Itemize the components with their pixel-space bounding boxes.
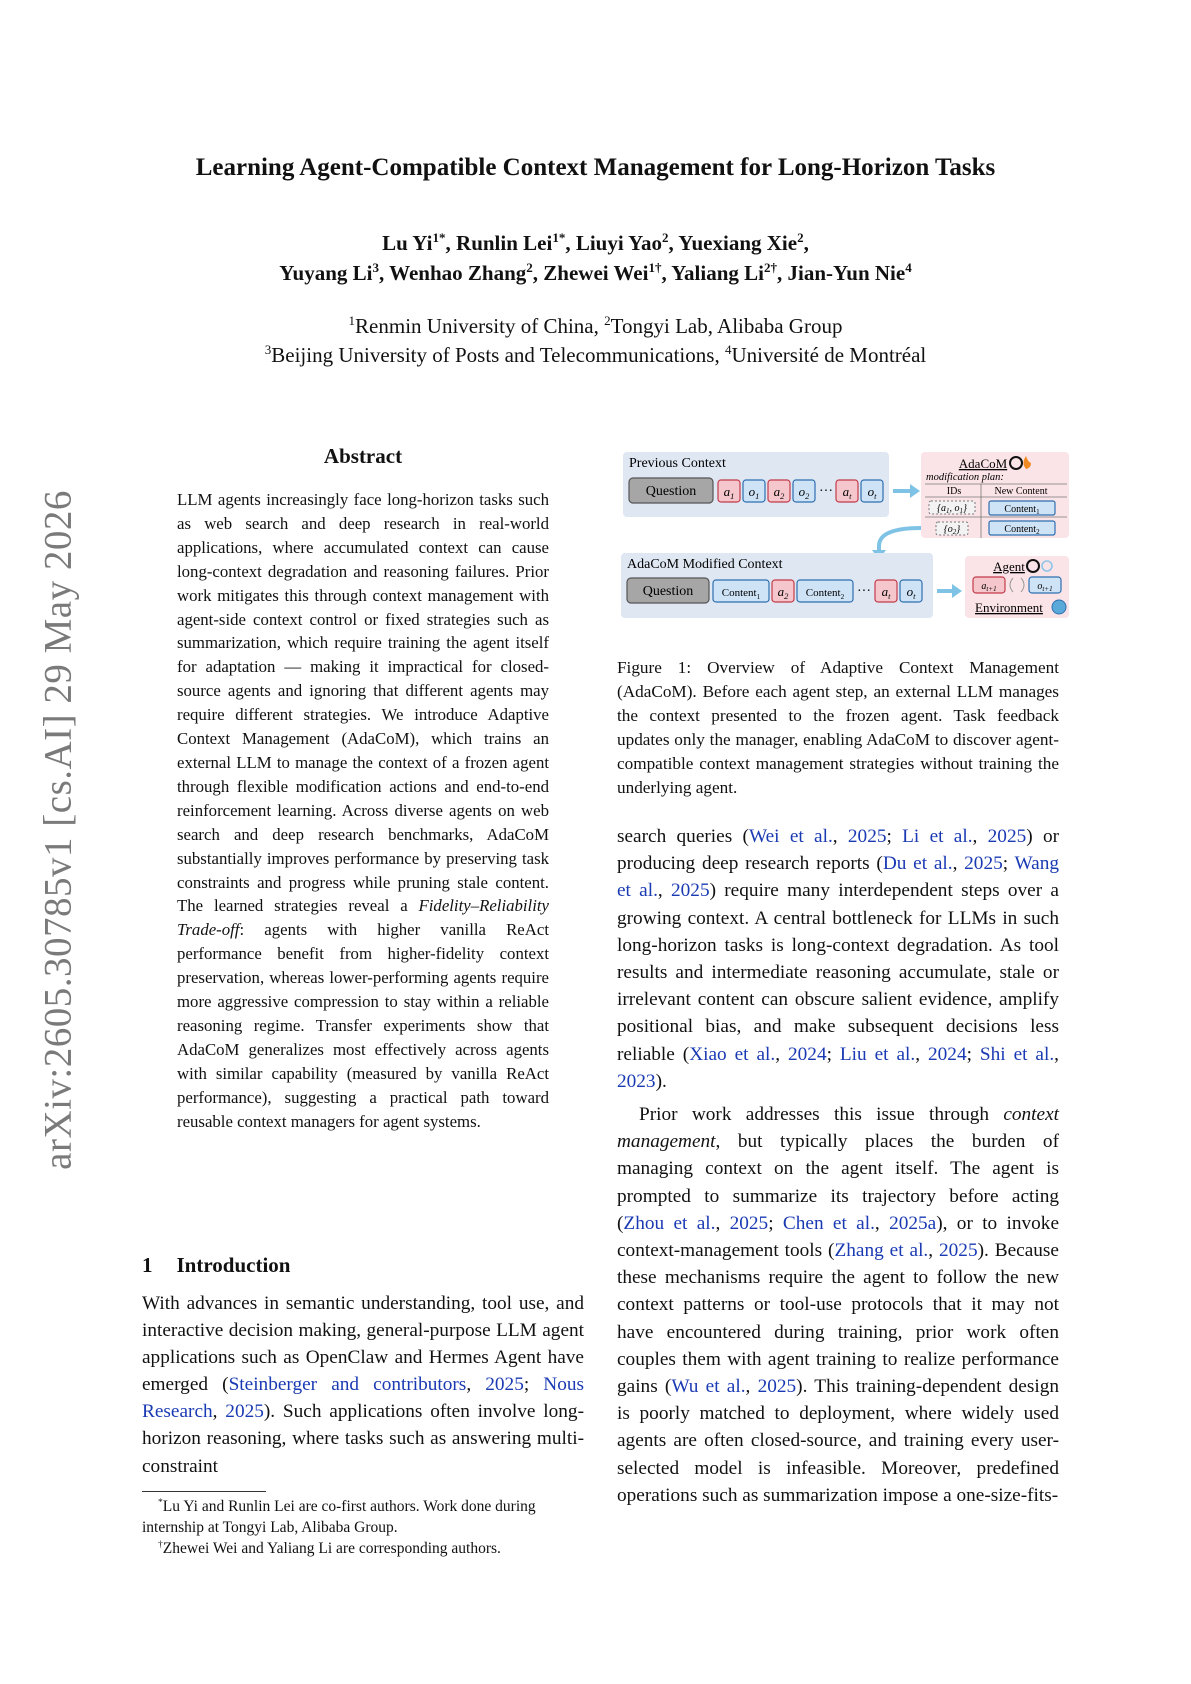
author-mark: 1*: [552, 230, 566, 245]
affiliation-mark: 1: [348, 313, 356, 328]
citation-link[interactable]: 2025: [987, 826, 1027, 847]
citation-link[interactable]: 2024: [788, 1043, 827, 1065]
figure-1-caption: [617, 656, 1059, 800]
footnote-text: Lu Yi and Runlin Lei are co-first authors. Work done during internship at Tongyi Lab, Alibaba Group.: [142, 1498, 536, 1536]
affiliation-name: Beijing University of Posts and Telecommunications: [271, 343, 715, 367]
ellipsis: ···: [857, 584, 871, 599]
footnote: [142, 1538, 584, 1559]
citation-link[interactable]: 2025: [225, 1401, 264, 1423]
token-label: Content$_2$: [805, 587, 845, 601]
footnote-rule: [142, 1491, 266, 1492]
arrow-head-1: [910, 484, 920, 498]
author-mark: 1†: [648, 260, 662, 275]
token-label: $o_1$: [748, 484, 760, 501]
id-set-2-text: $\{o_2\}$: [943, 524, 961, 536]
abstract-text-b: : agents with higher vanilla ReAct performance benefit from higher-fidelity context preservation, whereas lower-performing agents require more aggressive compression to stay within a reliable reasoning regime. Transfer experiments show that AdaCoM generalizes most effectively across agents with similar capability (measured by vanilla ReAct performance), suggesting a practical path toward reusable context managers for agent systems.: [177, 920, 549, 1131]
new-content-header: New Content: [994, 486, 1048, 497]
abstract-text-a: LLM agents increasingly face long-horizon tasks such as web search and deep research in real-world applications, where accumulated context can cause long-context degradation and reasoning failures. Prior work mitigates this through context management with agent-side context control or fixed strategies such as summarization, which require training the agent itself for adaptation — making it impractical for closed-source agents and ignoring that different agents may require different strategies. We introduce Adaptive Context Management (AdaCoM), which trains an external LLM to manage the context of a frozen agent through flexible modification actions and end-to-end reinforcement learning. Across diverse agents on web search and deep research benchmarks, AdaCoM substantially improves performance by preserving task constraints and progress while pruning stale content. The learned strategies reveal a: [177, 490, 549, 916]
globe-icon: [1052, 600, 1066, 614]
citation-link[interactable]: Chen et al.: [782, 1212, 875, 1234]
footnotes: [142, 1496, 584, 1559]
footnote: [142, 1496, 584, 1538]
section-heading-introduction: [142, 1253, 290, 1278]
author-separator: ,: [803, 231, 809, 255]
agent-label: Agent: [993, 559, 1025, 574]
author-name: Yaliang Li: [671, 261, 764, 285]
author-mark: 2†: [764, 260, 778, 275]
citation-link[interactable]: Wang et al.: [617, 853, 1059, 902]
previous-context-label: Previous Context: [629, 456, 726, 471]
affiliation-row: [0, 312, 1191, 341]
modified-context-label: AdaCoM Modified Context: [627, 557, 783, 572]
author-list: [0, 228, 1191, 288]
author-mark: 2: [526, 260, 533, 275]
intro-right-column: [617, 823, 1059, 1509]
token-label: $o_t$: [906, 584, 916, 601]
citation-link[interactable]: Wu et al.: [671, 1376, 746, 1398]
footnote-text: Zhewei Wei and Yaliang Li are corresponding authors.: [162, 1540, 501, 1557]
token-label: $a_t$: [842, 484, 852, 501]
author-row: [0, 258, 1191, 288]
question-label: Question: [645, 484, 697, 499]
id-set-1-text: {$a_1$, $o_1$}: [937, 503, 967, 515]
author-name: Yuexiang Xie: [678, 231, 798, 255]
token-label: Content$_1$: [721, 587, 761, 601]
author-separator: ,: [777, 261, 788, 285]
author-row: [0, 228, 1191, 258]
author-name: Runlin Lei: [456, 231, 553, 255]
citation-link[interactable]: Wei et al.: [748, 826, 833, 847]
arrow-to-modified-context: [879, 528, 921, 552]
caption-label: Figure 1:: [617, 658, 692, 677]
token-label: $a_1$: [723, 484, 735, 501]
next-action-text: $a_{t+1}$: [981, 581, 997, 593]
citation-link[interactable]: Steinberger and contributors: [228, 1374, 467, 1396]
author-mark: 1*: [432, 230, 446, 245]
affiliation-mark: 4: [724, 342, 732, 357]
author-name: Zhewei Wei: [543, 261, 649, 285]
token-label: $a_2$: [777, 584, 789, 601]
citation-link[interactable]: 2023: [617, 1070, 656, 1092]
citation-link[interactable]: 2025: [757, 1376, 797, 1398]
author-mark: 4: [905, 260, 912, 275]
abstract-heading: Abstract: [323, 444, 403, 468]
arrow-head-3: [952, 584, 962, 598]
footnote-mark: †: [158, 1538, 163, 1550]
caption-text: Overview of Adaptive Context Management (AdaCoM). Before each agent step, an external LLM manages the context presented to the frozen agent. Task feedback updates only the manager, enabling AdaCoM to discover agent-compatible context management strategies without training the underlying agent.: [617, 658, 1059, 797]
adacom-label: AdaCoM: [958, 456, 1008, 471]
author-name: Lu Yi: [382, 231, 433, 255]
author-name: Jian-Yun Nie: [787, 261, 906, 285]
citation-link[interactable]: Nous Research: [142, 1374, 585, 1423]
citation-link[interactable]: Zhang et al.: [834, 1240, 929, 1262]
author-name: Wenhao Zhang: [389, 261, 527, 285]
affiliation-row: [0, 341, 1191, 370]
token-label: $o_2$: [798, 484, 810, 501]
intro-left-paragraph: With advances in semantic understanding, tool use, and interactive decision making, general-purpose LLM agent applications such as OpenClaw and Hermes Agent have emerged (Steinberger and contributors, 2025; Nous Research, 2025). Such applications often involve long-horizon reasoning, where tasks such as answering multi-constraint: [142, 1293, 585, 1477]
emphasis: context management: [617, 1104, 1059, 1153]
next-observation-text: $o_{t+1}$: [1037, 581, 1053, 593]
citation-link[interactable]: 2025: [729, 1212, 769, 1234]
author-mark: 2: [662, 230, 669, 245]
citation-link[interactable]: Du et al.: [882, 853, 953, 875]
question-label-2: Question: [642, 584, 694, 599]
affiliation-separator: ,: [714, 343, 725, 367]
intro-right-paragraph-2: Prior work addresses this issue through context management, but typically places the burden of managing context on the agent itself. The agent is prompted to summarize its trajectory before acting (Zhou et al., 2025; Chen et al., 2025a), or to invoke context-management tools (Zhang et al., 2025). Because these mechanisms require the agent to follow the new context patterns or tool-use protocols that it may not have encountered during training, prior work often couples them with agent training to realize performance gains (Wu et al., 2025). This training-dependent design is poorly matched to deployment, where widely used agents are often closed-source, and training every user-selected model is infeasible. Moreover, predefined operations such as summarization impose a one-size-fits-: [617, 1104, 1060, 1506]
citation-link[interactable]: Li et al.: [902, 826, 973, 847]
citation-link[interactable]: 2025: [964, 853, 1003, 875]
author-separator: ,: [445, 231, 457, 255]
author-name: Yuyang Li: [279, 261, 373, 285]
abstract-body: [177, 488, 549, 1133]
new-content-2-text: Content$_2$: [1004, 524, 1040, 536]
author-name: Liuyi Yao: [575, 231, 663, 255]
affiliation-list: [0, 312, 1191, 370]
citation-link[interactable]: 2025: [847, 826, 887, 847]
author-separator: ,: [661, 261, 672, 285]
token-label: $o_t$: [867, 484, 877, 501]
citation-link[interactable]: Shi et al.: [979, 1043, 1055, 1065]
arxiv-sidebar: [18, 470, 98, 1190]
author-mark: 2: [797, 230, 804, 245]
affiliation-name: Renmin University of China: [355, 314, 594, 338]
affiliation-separator: ,: [593, 314, 605, 338]
citation-link[interactable]: Xiao et al.: [689, 1043, 776, 1065]
section-title: Introduction: [176, 1253, 291, 1277]
paper-title: Learning Agent-Compatible Context Management for Long-Horizon Tasks: [195, 154, 996, 181]
token-label: $a_t$: [881, 584, 891, 601]
section-number: 1: [142, 1253, 153, 1277]
arxiv-identifier: arXiv:2605.30785v1 [cs.AI] 29 May 2026: [36, 490, 80, 1170]
ellipsis: ···: [819, 484, 833, 499]
new-content-1-text: Content$_1$: [1004, 504, 1040, 516]
affiliation-name: Tongyi Lab, Alibaba Group: [610, 314, 843, 338]
affiliation-name: Université de Montréal: [731, 343, 927, 367]
modification-plan-label: modification plan:: [926, 472, 1004, 483]
footnote-mark: *: [158, 1496, 163, 1508]
affiliation-mark: 2: [604, 313, 611, 328]
citation-link[interactable]: 2025: [485, 1374, 524, 1396]
abstract-emphasis: Fidelity–Reliability Trade-off: [177, 896, 549, 940]
citation-link[interactable]: 2025: [939, 1240, 978, 1262]
citation-link[interactable]: 2025: [671, 880, 710, 902]
citation-link[interactable]: Zhou et al.: [623, 1212, 716, 1234]
ids-header: IDs: [946, 486, 962, 497]
environment-label: Environment: [975, 600, 1043, 615]
author-separator: ,: [532, 261, 544, 285]
author-mark: 3: [372, 260, 379, 275]
affiliation-mark: 3: [264, 342, 272, 357]
citation-link[interactable]: 2025a: [889, 1212, 937, 1234]
citation-link[interactable]: 2024: [928, 1043, 967, 1065]
intro-right-paragraph-1: search queries (Wei et al., 2025; Li et al., 2025) or producing deep research reports (Du et al., 2025; Wang et al., 2025) require many interdependent steps over a growing context. A central bottleneck for LLMs in such long-horizon tasks is long-context degradation. As tool results and intermediate reasoning accumulate, stale or irrelevant content can obscure salient evidence, amplify positional bias, and make subsequent decisions less reliable (Xiao et al., 2024; Liu et al., 2024; Shi et al., 2023).: [617, 826, 1060, 1092]
token-label: $a_2$: [773, 484, 785, 501]
citation-link[interactable]: Liu et al.: [839, 1043, 916, 1065]
author-separator: ,: [565, 231, 576, 255]
figure-1-diagram: [621, 450, 1071, 618]
author-separator: ,: [378, 261, 390, 285]
author-separator: ,: [668, 231, 679, 255]
